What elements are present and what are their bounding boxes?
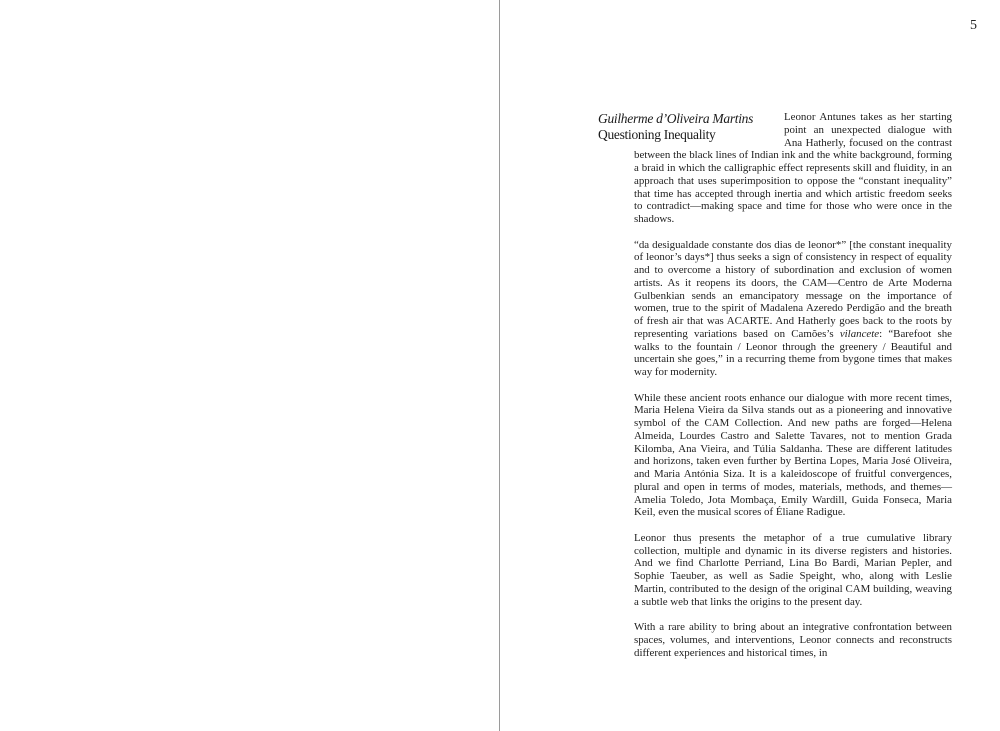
essay-paragraph-5 — [634, 621, 952, 659]
essay-paragraph-3 — [634, 392, 952, 520]
paragraph-text: : “Barefoot she walks to the fountain / Leonor through the greenery / Beautiful and uncertain she goes,” in a recurring theme from bygone times that makes way for modernity. — [634, 327, 952, 378]
essay-body — [634, 111, 952, 659]
essay-title: Questioning Inequality — [598, 127, 716, 142]
paragraph-text: “da desigualdade constante dos dias de leonor*” [the constant inequality of leonor’s days*] thus seeks a sign of consistency in respect of equality and to overcome a history of subordination and exclusion of women artists. As it reopens its doors, the CAM—Centro de Arte Moderna Gulbenkian sends an emancipatory message on the importance of women, true to the spirit of Madalena Azeredo Perdigão and the breath of fresh air that was ACARTE. And Hatherly goes back to the roots by representing variations based on Camões’s — [634, 238, 952, 340]
heading-float-spacer — [634, 111, 784, 149]
paragraph-text: Leonor Antunes takes as her starting point an unexpected dialogue with Ana Hatherly, focused on the contrast between the black lines of Indian ink and the white background, forming a braid in which the calligraphic effect represents skill and fluidity, in an approach that uses superimposition to oppose the “constant inequality” that time has accepted through inertia and which artistic freedom seeks to contradict—making space and time for those who were once in the shadows. — [634, 111, 952, 225]
essay-paragraph-4 — [634, 532, 952, 609]
italic-term-vilancete: vilancete — [839, 327, 880, 340]
paragraph-text: Leonor thus presents the metaphor of a true cumulative library collection, multiple and dynamic in its diverse registers and histories. And we find Charlotte Perriand, Lina Bo Bardi, Marian Pepler, and Sophie Taeuber, as well as Sadie Speight, who, along with Leslie Martin, contributed to the design of the original CAM building, weaving a subtle web that links the origins to the present day. — [634, 531, 952, 608]
left-page-blank — [0, 0, 499, 731]
essay-author: Guilherme d’Oliveira Martins — [598, 111, 754, 126]
page-number: 5 — [970, 18, 977, 33]
essay-paragraph-2 — [634, 239, 952, 379]
paragraph-text: With a rare ability to bring about an integrative confrontation between spaces, volumes, and interventions, Leonor connects and reconstructs different experiences and historical times, in — [634, 621, 952, 659]
paragraph-text: While these ancient roots enhance our dialogue with more recent times, Maria Helena Vieira da Silva stands out as a pioneering and innovative symbol of the CAM Collection. And new paths are forged—Helena Almeida, Lourdes Castro and Salette Tavares, not to mention Grada Kilomba, Ana Vieira, and Túlia Saldanha. These are different latitudes and horizons, taken even further by Bertina Lopes, Maria José Oliveira, and Maria Antónia Siza. It is a kaleidoscope of fruitful convergences, plural and open in terms of modes, materials, methods, and themes—Amelia Toledo, Jota Mombaça, Emily Wardill, Guida Fonseca, Maria Keil, even the musical scores of Éliane Radigue. — [634, 391, 952, 519]
